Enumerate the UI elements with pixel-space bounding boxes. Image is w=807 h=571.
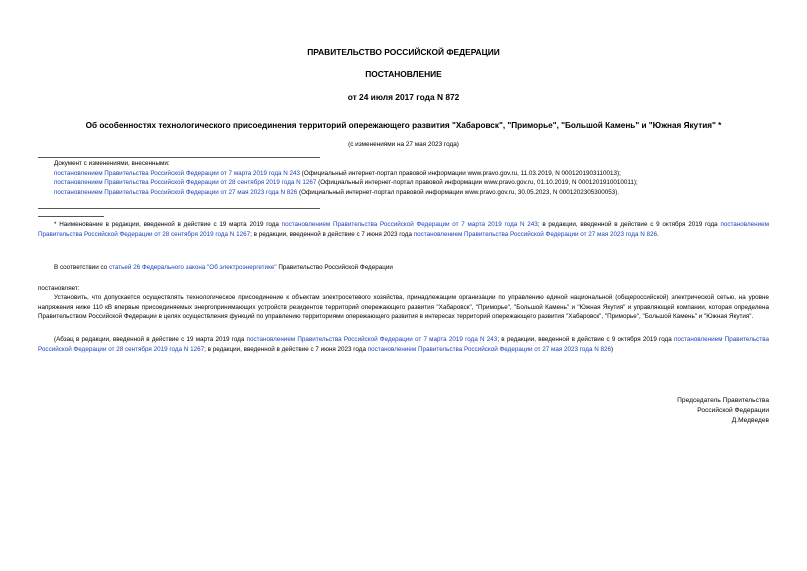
note-link-243[interactable]: постановлением Правительства Российской Федерации от 7 марта 2019 года N 243 (246, 336, 498, 343)
note-text: ; в редакции, введенной в действие с 7 июня 2023 года (204, 345, 368, 353)
legal-basis (54, 263, 774, 273)
document-type: ПОСТАНОВЛЕНИЕ (365, 69, 442, 79)
change-item (54, 169, 794, 179)
footnote-text: * Наименование в редакции, введенной в действие с 19 марта 2019 года (54, 221, 282, 228)
note-text: ; в редакции, введенной в действие с 9 октября 2019 года (497, 336, 674, 343)
change-link-1267[interactable]: постановлением Правительства Российской Федерации от 28 сентября 2019 года N 1267 (54, 179, 317, 187)
document-title: Об особенностях технологического присоединения территорий опережающего развития "Хабаровск", "Приморье", "Большой Камень" и "Южная Якутия" * (85, 121, 722, 130)
main-paragraph: Установить, что допускается осуществлять технологическое присоединение к объектам электросетевого хозяйства, принадлежащим организации по управлению единой национальной (общероссийской) электрической сетью, на уровне напряжения ниже 110 кВ впервые присоединяемых энергопринимающих устройств резидентов территорий опережающего развития "Хабаровск", "Приморье", "Большой Камень" и "Южная Якутия" и управляющей компании, которая определена Правительством Российской Федерации в целях осуществления функций по управлению территориями опережающего развития в интересах территорий опережающего развития "Хабаровск", "Приморье", "Большой Камень" и "Южная Якутия". (38, 294, 769, 321)
change-item (54, 178, 794, 188)
footnote-link-243[interactable]: постановлением Правительства Российской Федерации от 7 марта 2019 года N 243 (281, 221, 538, 228)
divider (38, 157, 320, 158)
amendment-note (38, 335, 769, 354)
footnote-text: ; в редакции, введенной в действие с 9 октября 2019 года (537, 221, 721, 228)
footnote-text: . (657, 230, 659, 238)
change-link-826[interactable]: постановлением Правительства Российской Федерации от 27 мая 2023 года N 826 (54, 188, 298, 196)
government-heading: ПРАВИТЕЛЬСТВО РОССИЙСКОЙ ФЕДЕРАЦИИ (307, 47, 500, 57)
basis-text: Правительство Российской Федерации (276, 264, 393, 271)
signature-block (677, 396, 769, 426)
changes-block (54, 159, 794, 197)
resolved-label: постановляет: (38, 285, 80, 292)
changes-intro: Документ с изменениями, внесенными: (54, 160, 170, 167)
footnote-divider (38, 216, 104, 217)
change-item-details: (Официальный интернет-портал правовой информации www.pravo.gov.ru, 30.05.2023, N 0001202305300053). (297, 188, 620, 196)
change-item (54, 188, 794, 198)
change-link-243[interactable]: постановлением Правительства Российской Федерации от 7 марта 2019 года N 243 (54, 169, 301, 177)
footnote-text: ; в редакции, введенной в действие с 7 июня 2023 года (250, 230, 414, 238)
change-item-details: (Официальный интернет-портал правовой информации www.pravo.gov.ru, 11.03.2019, N 0001201903110013); (300, 169, 621, 177)
signatory-position: Председатель Правительства (677, 397, 769, 404)
note-text: ) (611, 345, 614, 353)
law-article-link[interactable]: статьей 26 Федерального закона "Об электроэнергетике" (108, 264, 277, 271)
note-link-826[interactable]: постановлением Правительства Российской Федерации от 27 мая 2023 года N 826 (367, 345, 611, 353)
note-link-1267[interactable]: постановлением Правительства Российской Федерации от 28 сентября 2019 года N 1267 (38, 336, 769, 353)
footnote-link-1267[interactable]: постановлением Правительства Российской Федерации от 28 сентября 2019 года N 1267 (38, 221, 769, 238)
basis-text: В соответствии со (54, 264, 109, 271)
document-date-number: от 24 июля 2017 года N 872 (347, 92, 460, 102)
footnote-link-826[interactable]: постановлением Правительства Российской Федерации от 27 мая 2023 года N 826 (413, 230, 658, 238)
divider (38, 208, 320, 209)
edition-note: (с изменениями на 27 мая 2023 года) (348, 141, 459, 148)
signatory-name: Д.Медведев (731, 417, 769, 424)
change-item-details: (Официальный интернет-портал правовой информации www.pravo.gov.ru, 01.10.2019, N 0001201910010011); (316, 179, 638, 187)
title-footnote (38, 220, 769, 239)
signatory-country: Российской Федерации (697, 407, 769, 414)
note-text: (Абзац в редакции, введенной в действие с 19 марта 2019 года (54, 336, 247, 343)
